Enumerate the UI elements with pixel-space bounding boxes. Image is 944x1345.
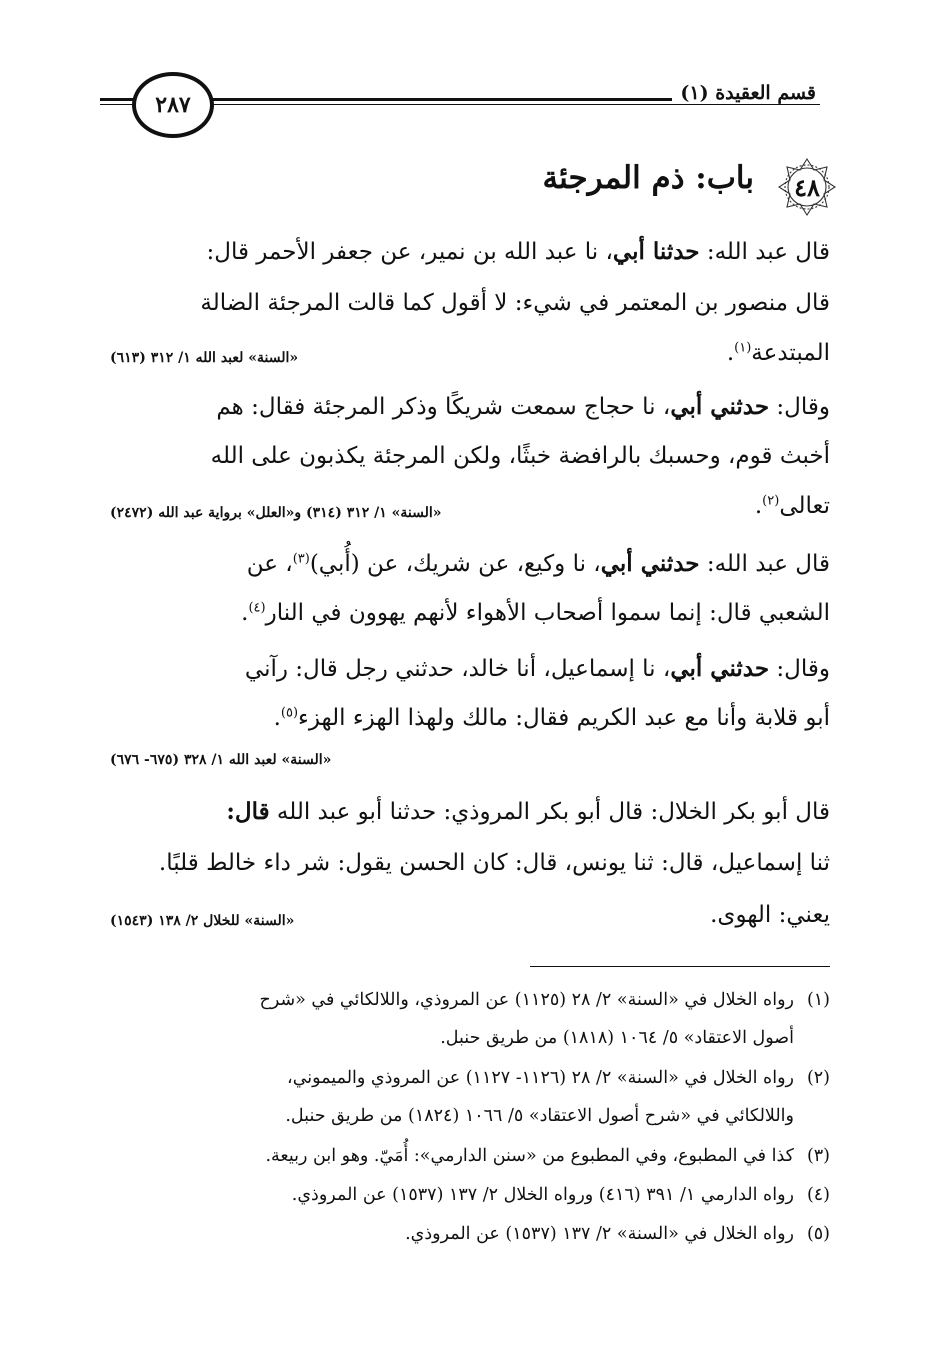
chapter-number-badge — [776, 156, 838, 218]
paragraph-4-line-2 — [274, 705, 830, 731]
text-span: . — [273, 705, 281, 731]
footnote-text: رواه الخلال في «السنة» ٢/ ١٣٧ (١٥٣٧) عن المروذي. — [405, 1224, 794, 1244]
footnote-1-line-2: أصول الاعتقاد» ٥/ ١٠٦٤ (١٨١٨) من طريق حنبل. — [440, 1028, 794, 1048]
source-citation: «السنة» لعبد الله ١/ ٣٢٨ (٦٧٥- ٦٧٦) — [110, 752, 332, 768]
paragraph-5-line-3: يعني: الهوى. — [710, 902, 830, 928]
footnote-text: كذا في المطبوع، وفي المطبوع من «سنن الدارمي»: أُمَيّ. وهو ابن ربيعة. — [265, 1146, 794, 1166]
footnote-4 — [292, 1185, 830, 1205]
text-span: . — [726, 340, 735, 366]
page-number — [132, 72, 214, 138]
text-span: أبو قلابة وأنا مع عبد الكريم فقال: مالك ولهذا الهزء الهزء — [298, 705, 830, 731]
footnote-number: (١) — [806, 990, 830, 1010]
text-span: . — [754, 493, 763, 519]
text-span: ، نا إسماعيل، أنا خالد، حدثني رجل قال: رآني — [244, 656, 671, 682]
bold-text: حدثنا أبي — [612, 238, 700, 265]
text-span: تعالى — [779, 493, 830, 519]
text-span: وقال: — [769, 656, 830, 682]
footnote-text: رواه الدارمي ١/ ٣٩١ (٤١٦) ورواه الخلال ٢/ ١٣٧ (١٥٣٧) عن المروذي. — [291, 1185, 794, 1205]
source-citation: «السنة» لعبد الله ١/ ٣١٢ (٦١٣) — [110, 350, 299, 366]
paragraph-2-line-2: أخبث قوم، وحسبك بالرافضة خبثًا، ولكن المرجئة يكذبون على الله — [210, 443, 830, 469]
bold-text: حدثني أبي — [670, 393, 770, 420]
footnote-3 — [265, 1146, 830, 1166]
text-span: ، نا حجاج سمعت شريكًا وذكر المرجئة فقال: هم — [216, 394, 671, 420]
paragraph-3-line-2 — [241, 600, 830, 626]
text-span: المبتدعة — [751, 340, 830, 366]
footnote-text: رواه الخلال في «السنة» ٢/ ٢٨ (١١٢٥) عن المروذي، واللالكائي في «شرح — [259, 990, 794, 1010]
text-span: . — [241, 600, 249, 626]
bold-text: حدثني أبي — [600, 550, 700, 577]
text-span: وقال: — [769, 394, 830, 420]
bold-text: قال: — [226, 798, 270, 825]
footnote-number: (٥) — [806, 1224, 830, 1244]
footnote-number: (٣) — [806, 1146, 830, 1166]
paragraph-3-line-1 — [247, 550, 830, 577]
chapter-title: باب: ذم المرجئة — [542, 160, 754, 196]
running-header-title: قسم العقيدة (١) — [672, 82, 824, 104]
paragraph-5-line-1 — [226, 798, 830, 825]
footnote-2 — [287, 1068, 830, 1088]
source-citation: «السنة» للخلال ٢/ ١٣٨ (١٥٤٣) — [110, 913, 295, 929]
footnote-1 — [260, 990, 830, 1010]
text-span: قال أبو بكر الخلال: قال أبو بكر المروذي: حدثنا أبو عبد الله — [269, 799, 830, 825]
footnote-number: (٤) — [806, 1185, 830, 1205]
paragraph-1-line-1 — [206, 238, 830, 265]
bold-text: حدثني أبي — [670, 655, 770, 682]
paragraph-1-line-2: قال منصور بن المعتمر في شيء: لا أقول كما قالت المرجئة الضالة — [200, 290, 830, 316]
text-span: ، نا وكيع، عن شريك، عن (أُبي) — [309, 551, 601, 577]
footnote-ref[interactable]: (٢) — [762, 493, 780, 509]
paragraph-2-line-1 — [216, 393, 830, 420]
footnote-ref[interactable]: (٣) — [292, 551, 310, 567]
footnote-5 — [405, 1224, 830, 1244]
footnote-ref[interactable]: (٤) — [248, 600, 266, 616]
paragraph-5-line-2: ثنا إسماعيل، قال: ثنا يونس، قال: كان الحسن يقول: شر داء خالط قلبًا. — [158, 850, 830, 876]
chapter-number: ٤٨ — [794, 172, 820, 202]
page-number-text: ٢٨٧ — [155, 92, 191, 118]
text-span: ، عن — [246, 551, 293, 577]
paragraph-1-line-3 — [727, 340, 830, 366]
paragraph-4-line-1 — [245, 655, 830, 682]
source-citation: «السنة» ١/ ٣١٢ (٣١٤) و«العلل» برواية عبد الله (٢٤٧٢) — [110, 505, 442, 521]
text-span: ، نا عبد الله بن نمير، عن جعفر الأحمر قال: — [206, 239, 613, 265]
footnote-ref[interactable]: (٥) — [280, 705, 299, 721]
footnote-ref[interactable]: (١) — [734, 340, 752, 356]
text-span: الشعبي قال: إنما سموا أصحاب الأهواء لأنهم يهوون في النار — [265, 600, 830, 626]
footnote-number: (٢) — [806, 1068, 830, 1088]
footnote-2-line-2: واللالكائي في «شرح أصول الاعتقاد» ٥/ ١٠٦٦ (١٨٢٤) من طريق حنبل. — [285, 1106, 794, 1126]
footnote-separator — [530, 966, 830, 967]
text-span: قال عبد الله: — [699, 239, 830, 265]
paragraph-2-line-3 — [755, 493, 830, 519]
footnote-text: رواه الخلال في «السنة» ٢/ ٢٨ (١١٢٦- ١١٢٧) عن المروذي والميموني، — [287, 1068, 794, 1088]
text-span: قال عبد الله: — [699, 551, 830, 577]
